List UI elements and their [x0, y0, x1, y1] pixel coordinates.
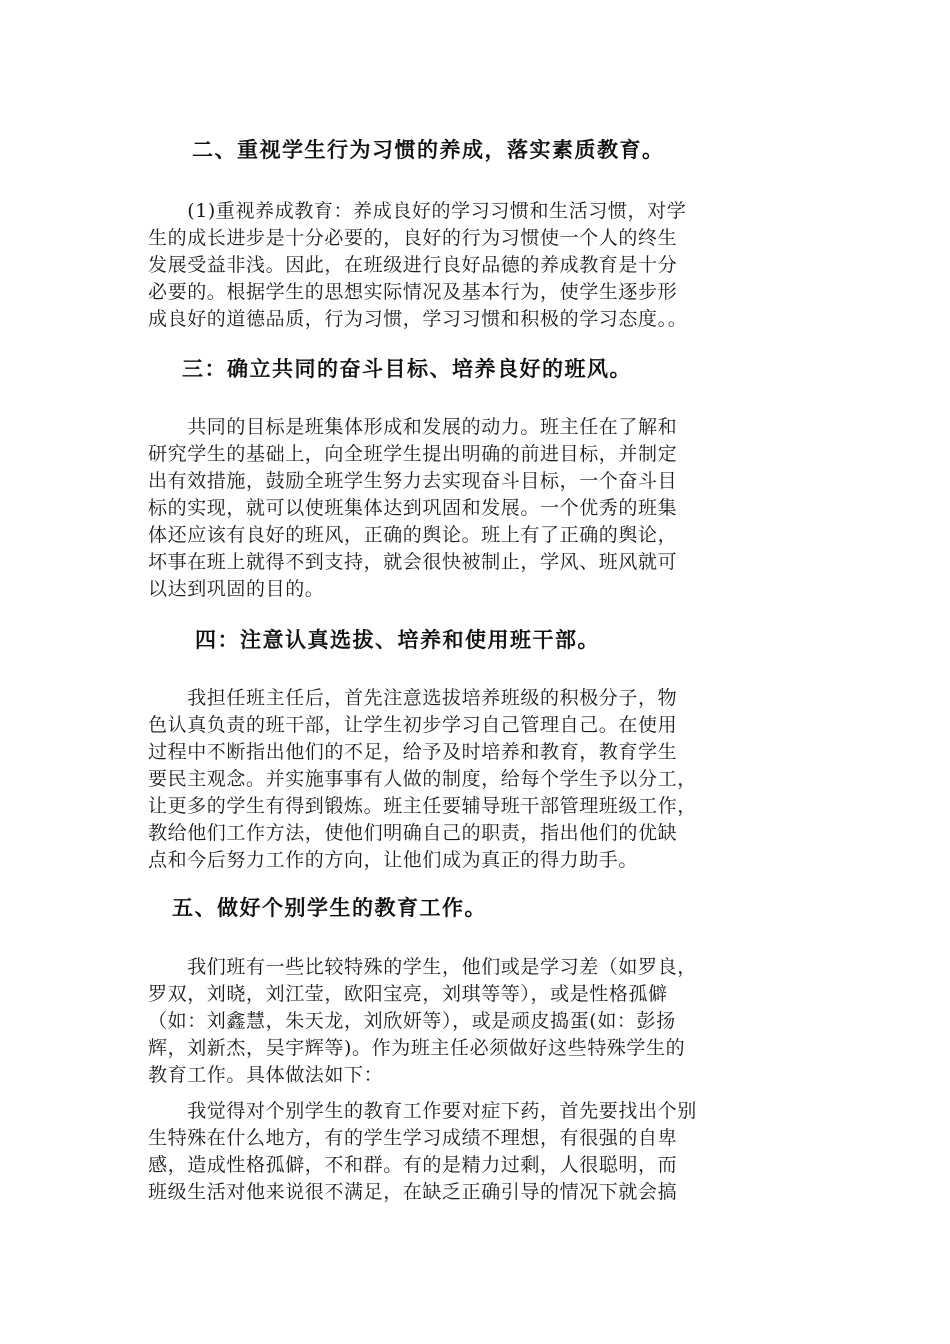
- section-5-paragraph-2: [148, 1098, 804, 1206]
- paragraph-line: 坏事在班上就得不到支持，就会很快被制止，学风、班风就可: [148, 551, 678, 573]
- section-heading-5: 五、做好个别学生的教育工作。: [172, 896, 487, 920]
- paragraph-line: 必要的。根据学生的思想实际情况及基本行为，使学生逐步形: [148, 281, 678, 303]
- paragraph-line: 生特殊在什么地方，有的学生学习成绩不理想，有很强的自卑: [148, 1127, 678, 1149]
- paragraph-line: 发展受益非浅。因此，在班级进行良好品德的养成教育是十分: [148, 254, 678, 276]
- paragraph-line: 成良好的道德品质，行为习惯，学习习惯和积极的学习态度。。: [148, 308, 688, 330]
- paragraph-line: 班级生活对他来说很不满足，在缺乏正确引导的情况下就会搞: [148, 1181, 678, 1203]
- paragraph-line: 教给他们工作方法，使他们明确自己的职责，指出他们的优缺: [148, 822, 678, 844]
- section-heading-4: 四：注意认真选拔、培养和使用班干部。: [195, 628, 600, 652]
- paragraph-line: 我担任班主任后，首先注意选拔培养班级的积极分子，物: [148, 687, 678, 709]
- paragraph-line: 出有效措施，鼓励全班学生努力去实现奋斗目标，一个奋斗目: [148, 470, 678, 492]
- paragraph-line: 我们班有一些比较特殊的学生，他们或是学习差（如罗良，: [148, 956, 697, 978]
- paragraph-line: 辉，刘新杰，吴宇辉等)。作为班主任必须做好这些特殊学生的: [148, 1037, 686, 1059]
- paragraph-line: 标的实现，就可以使班集体达到巩固和发展。一个优秀的班集: [148, 497, 678, 519]
- paragraph-line: 点和今后努力工作的方向，让他们成为真正的得力助手。: [148, 849, 639, 871]
- paragraph-line: 研究学生的基础上，向全班学生提出明确的前进目标，并制定: [148, 443, 678, 465]
- paragraph-line: 教育工作。具体做法如下：: [148, 1064, 384, 1086]
- section-3-paragraph-1: [148, 414, 804, 603]
- paragraph-line: 罗双，刘晓，刘江莹，欧阳宝亮，刘琪等等），或是性格孤僻: [148, 983, 668, 1005]
- paragraph-line: 共同的目标是班集体形成和发展的动力。班主任在了解和: [148, 416, 678, 438]
- paragraph-line: 要民主观念。并实施事事有人做的制度，给每个学生予以分工，: [148, 768, 697, 790]
- paragraph-line: 体还应该有良好的班风，正确的舆论。班上有了正确的舆论，: [148, 524, 678, 546]
- section-heading-2: 二、重视学生行为习惯的养成，落实素质教育。: [192, 138, 665, 162]
- paragraph-line: 以达到巩固的目的。: [148, 578, 325, 600]
- paragraph-line: 过程中不断指出他们的不足，给予及时培养和教育，教育学生: [148, 741, 678, 763]
- section-heading-3: 三：确立共同的奋斗目标、培养良好的班风。: [182, 357, 632, 381]
- paragraph-line: 让更多的学生有得到锻炼。班主任要辅导班干部管理班级工作，: [148, 795, 697, 817]
- paragraph-line: （如：刘鑫慧，朱天龙，刘欣妍等），或是顽皮捣蛋(如：彭扬: [148, 1010, 676, 1032]
- section-5-paragraph-1: [148, 954, 804, 1089]
- paragraph-line: 我觉得对个别学生的教育工作要对症下药，首先要找出个别: [148, 1100, 697, 1122]
- paragraph-line: 感，造成性格孤僻，不和群。有的是精力过剩，人很聪明，而: [148, 1154, 678, 1176]
- paragraph-line: 色认真负责的班干部，让学生初步学习自己管理自己。在使用: [148, 714, 678, 736]
- paragraph-line: (1)重视养成教育：养成良好的学习习惯和生活习惯，对学: [148, 200, 687, 222]
- section-2-paragraph-1: [148, 198, 804, 333]
- paragraph-line: 生的成长进步是十分必要的，良好的行为习惯使一个人的终生: [148, 227, 678, 249]
- section-4-paragraph-1: [148, 685, 804, 874]
